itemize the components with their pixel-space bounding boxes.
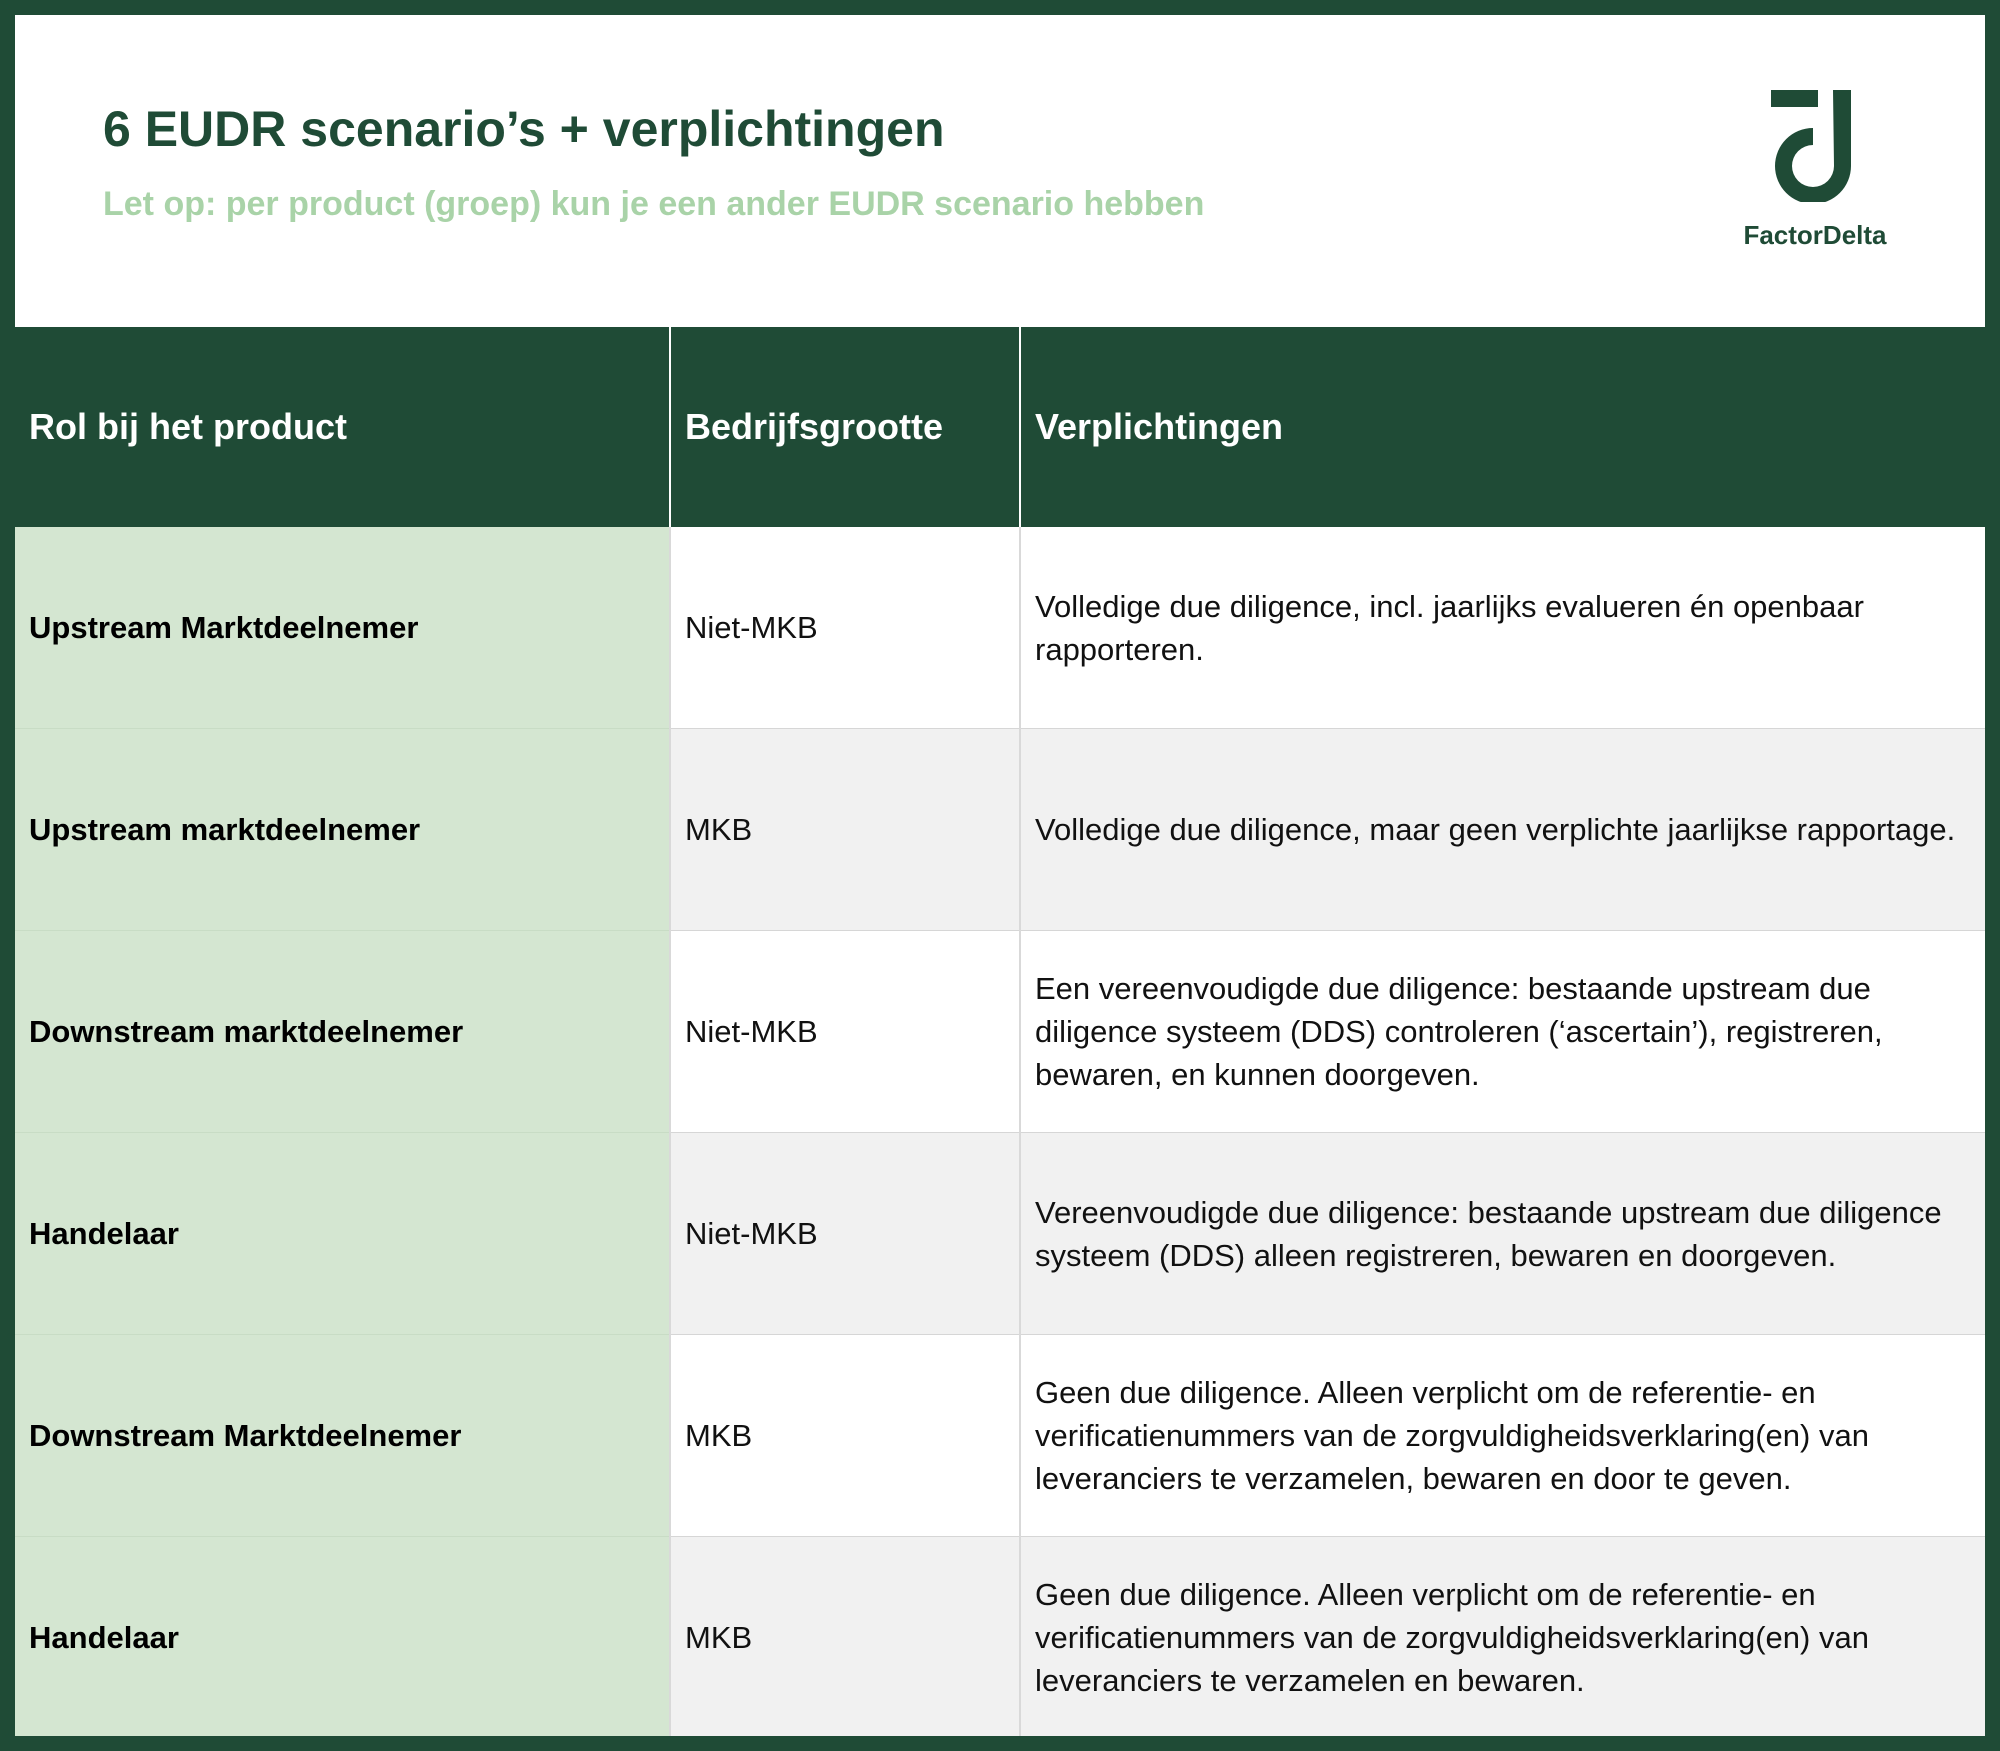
size-cell: MKB (670, 729, 1020, 931)
obligations-cell: Volledige due diligence, maar geen verplichte jaarlijkse rapportage. (1020, 729, 1985, 931)
scenario-table (15, 327, 1985, 1739)
page-title: 6 EUDR scenario’s + verplichtingen (103, 101, 945, 157)
role-cell: Handelaar (15, 1537, 670, 1739)
table-row (15, 729, 1985, 931)
brand-logo (1715, 90, 1915, 260)
factordelta-logo-icon (1771, 90, 1855, 202)
obligations-cell: Volledige due diligence, incl. jaarlijks evalueren én openbaar rapporteren. (1020, 527, 1985, 729)
obligations-cell: Een vereenvoudigde due diligence: bestaande upstream due diligence systeem (DDS) controleren (‘ascertain’), registreren, bewaren, en kunnen doorgeven. (1020, 931, 1985, 1133)
column-header-obligations: Verplichtingen (1020, 327, 1985, 527)
size-cell: MKB (670, 1335, 1020, 1537)
table-row (15, 1133, 1985, 1335)
obligations-cell: Geen due diligence. Alleen verplicht om de referentie- en verificatienummers van de zorgvuldigheidsverklaring(en) van leveranciers te verzamelen en bewaren. (1020, 1537, 1985, 1739)
table-row (15, 527, 1985, 729)
size-cell: Niet-MKB (670, 1133, 1020, 1335)
page-header (15, 15, 1985, 327)
role-cell: Upstream marktdeelnemer (15, 729, 670, 931)
size-cell: Niet-MKB (670, 931, 1020, 1133)
column-header-size: Bedrijfsgrootte (670, 327, 1020, 527)
size-cell: Niet-MKB (670, 527, 1020, 729)
table-row (15, 1335, 1985, 1537)
obligations-cell: Vereenvoudigde due diligence: bestaande upstream due diligence systeem (DDS) alleen registreren, bewaren en doorgeven. (1020, 1133, 1985, 1335)
table-row (15, 1537, 1985, 1739)
table-header-row (15, 327, 1985, 527)
role-cell: Handelaar (15, 1133, 670, 1335)
size-cell: MKB (670, 1537, 1020, 1739)
role-cell: Downstream marktdeelnemer (15, 931, 670, 1133)
column-header-role: Rol bij het product (15, 327, 670, 527)
logo-wordmark: FactorDelta (1743, 220, 1887, 250)
obligations-cell: Geen due diligence. Alleen verplicht om de referentie- en verificatienummers van de zorgvuldigheidsverklaring(en) van leveranciers te verzamelen, bewaren en door te geven. (1020, 1335, 1985, 1537)
page-subtitle: Let op: per product (groep) kun je een ander EUDR scenario hebben (103, 185, 1205, 223)
role-cell: Downstream Marktdeelnemer (15, 1335, 670, 1537)
table-row (15, 931, 1985, 1133)
role-cell: Upstream Marktdeelnemer (15, 527, 670, 729)
